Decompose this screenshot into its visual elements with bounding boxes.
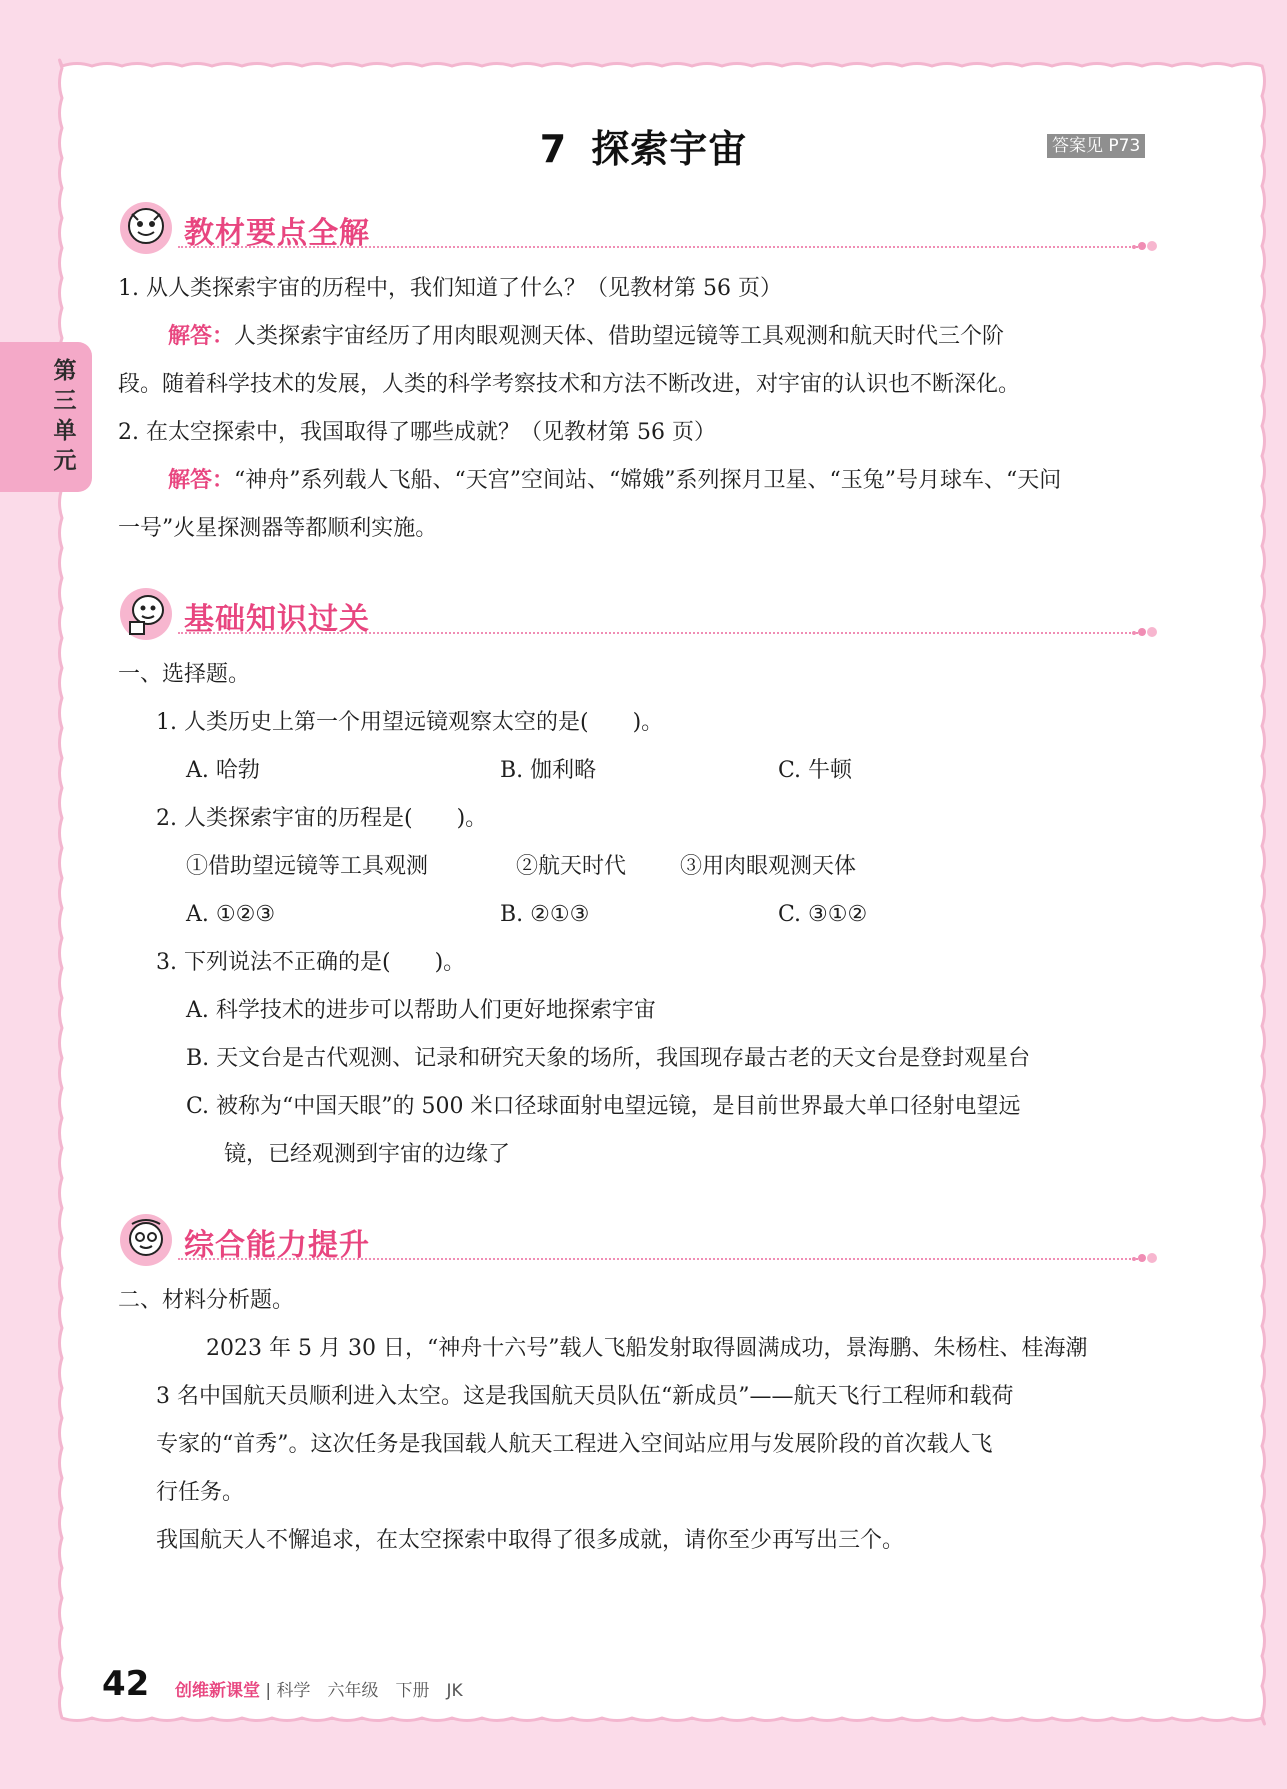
section-heading-comprehensive [118, 1212, 1158, 1272]
mc-q3-option-c-line-2: 镜，已经观测到宇宙的边缘了 [224, 1142, 511, 1167]
mc-q3-option-b: B. 天文台是古代观测、记录和研究天象的场所，我国现存最古老的天文台是登封观星台 [186, 1046, 1031, 1071]
brand-name: 创维新课堂 [175, 1681, 260, 1701]
section-divider [178, 246, 1138, 248]
mc-q2-option-b: B. ②①③ [500, 902, 590, 927]
answer-text: 人类探索宇宙经历了用肉眼观测天体、借助望远镜等工具观测和航天时代三个阶 [234, 324, 1005, 349]
passage-line-3: 专家的“首秀”。这次任务是我国载人航天工程进入空间站应用与发展阶段的首次载人飞 [156, 1432, 993, 1457]
passage-line-4: 行任务。 [156, 1480, 245, 1505]
question-2: 2. 在太空探索中，我国取得了哪些成就？（见教材第 56 页） [118, 420, 716, 445]
lesson-number: 7 [539, 127, 568, 171]
part-title-material-analysis: 二、材料分析题。 [118, 1288, 295, 1313]
section-divider [178, 1258, 1138, 1260]
answer-2-line-2: 一号”火星探测器等都顺利实施。 [118, 516, 438, 541]
answer-label: 解答： [168, 324, 235, 349]
answer-label: 解答： [168, 468, 235, 493]
answer-2-line-1 [168, 466, 1061, 496]
decorative-dots-icon [1130, 625, 1158, 639]
decorative-dots-icon [1130, 239, 1158, 253]
book-footer: 创维新课堂 | 科学 六年级 下册 JK [175, 1681, 463, 1701]
mc-q2-item-2: ②航天时代 [516, 854, 627, 879]
section-heading-key-points [118, 200, 1158, 260]
section-divider [178, 632, 1138, 634]
book-info: 科学 六年级 下册 JK [276, 1681, 463, 1701]
page-number: 42 [102, 1664, 150, 1704]
mc-q1-option-c: C. 牛顿 [778, 758, 853, 783]
analysis-question: 我国航天人不懈追求，在太空探索中取得了很多成就，请你至少再写出三个。 [156, 1528, 905, 1553]
mc-q2-option-c: C. ③①② [778, 902, 868, 927]
section-heading-basic-knowledge [118, 586, 1158, 646]
cartoon-mascot-icon [118, 586, 174, 642]
section-title: 综合能力提升 [184, 1228, 370, 1263]
section-title: 教材要点全解 [184, 216, 370, 251]
part-title-multiple-choice: 一、选择题。 [118, 662, 251, 687]
answer-1-line-1 [168, 322, 1004, 352]
mc-question-1: 1. 人类历史上第一个用望远镜观察太空的是( )。 [156, 710, 664, 735]
unit-side-tab [0, 342, 92, 492]
mc-q1-option-b: B. 伽利略 [500, 758, 597, 783]
mc-q3-option-c-line-1: C. 被称为“中国天眼”的 500 米口径球面射电望远镜，是目前世界最大单口径射电望远 [186, 1094, 1021, 1119]
cartoon-mascot-icon [118, 200, 174, 256]
answer-1-line-2: 段。随着科学技术的发展，人类的科学考察技术和方法不断改进，对宇宙的认识也不断深化。 [118, 372, 1021, 397]
section-title: 基础知识过关 [184, 602, 370, 637]
mc-q1-option-a: A. 哈勃 [186, 758, 260, 783]
mc-q3-option-a: A. 科学技术的进步可以帮助人们更好地探索宇宙 [186, 998, 656, 1023]
passage-line-2: 3 名中国航天员顺利进入太空。这是我国航天员队伍“新成员”——航天飞行工程师和载荷 [156, 1384, 1014, 1409]
mc-q2-item-1: ①借助望远镜等工具观测 [186, 854, 429, 879]
lesson-name: 探索宇宙 [591, 127, 748, 171]
answer-reference-badge: 答案见 P73 [1047, 134, 1145, 158]
mc-question-2: 2. 人类探索宇宙的历程是( )。 [156, 806, 488, 831]
passage-line-1: 2023 年 5 月 30 日，“神舟十六号”载人飞船发射取得圆满成功，景海鹏、朱杨柱、桂海潮 [206, 1336, 1088, 1361]
unit-label: 第三单元 [53, 358, 77, 474]
mc-question-3: 3. 下列说法不正确的是( )。 [156, 950, 466, 975]
answer-text: “神舟”系列载人飞船、“天宫”空间站、“嫦娥”系列探月卫星、“玉兔”号月球车、“天问 [234, 468, 1062, 493]
mc-q2-option-a: A. ①②③ [186, 902, 276, 927]
question-1: 1. 从人类探索宇宙的历程中，我们知道了什么？（见教材第 56 页） [118, 276, 782, 301]
decorative-dots-icon [1130, 1251, 1158, 1265]
cartoon-mascot-icon [118, 1212, 174, 1268]
mc-q2-item-3: ③用肉眼观测天体 [680, 854, 857, 879]
